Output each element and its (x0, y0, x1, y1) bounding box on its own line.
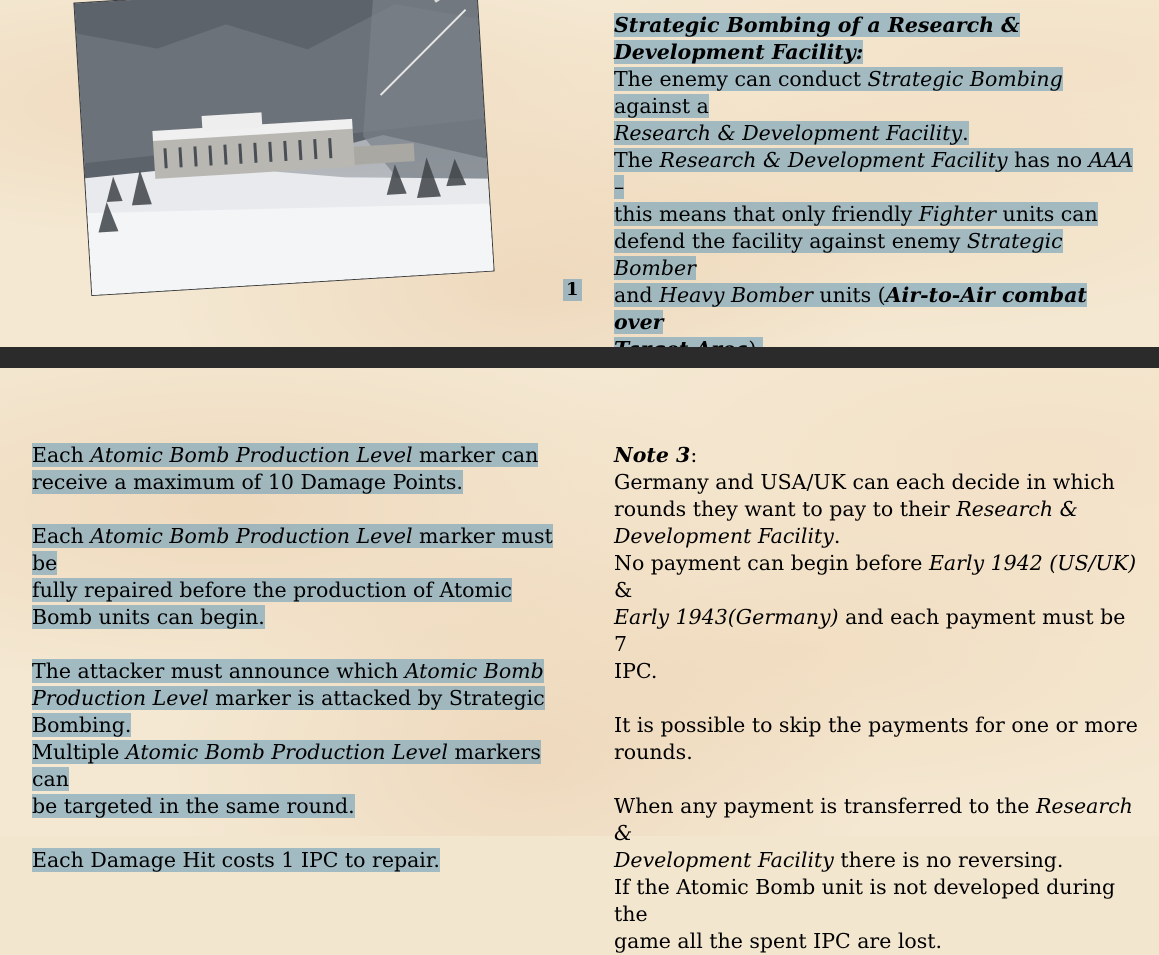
strategic-bombing-section: Strategic Bombing of a Research & Development Facility: The enemy can conduct Strategic Bombing against a Research & Development Facility. The Research & Development Facility has no AAA – this means that only friendly Fighter units can defend the facility against enemy Strategic Bomber and Heavy Bomber units (Air-to-Air combat over (614, 12, 1134, 363)
document-page-top (0, 0, 1159, 347)
note-3-section: Note 3: Germany and USA/UK can each decide in which rounds they want to pay to their Research & Development Facility. No payment can begin before Early 1942 (US/UK) & Early 1943(Germany) and each payment must be 7 IPC. It is possible to skip the payments for one or more rounds. When any payment is transferred to the Research & Development Facility there is no reversing. If the Atomic Bomb unit is not developed during the game all the spent IPC are lost. (614, 443, 1138, 953)
page-divider (0, 347, 1159, 368)
document-page-bottom (0, 368, 1159, 953)
section-heading: Strategic Bombing of a Research & Development Facility: (614, 13, 1020, 64)
atomic-bomb-rules: Each Atomic Bomb Production Level marker can receive a maximum of 10 Damage Points. Each Atomic Bomb Production Level marker must be fully repaired before the production of Atomic Bomb units can begin. The attacker must announce which Atomic Bomb Production Level marker is attacked by Strategic Bombing. Multiple Atomic Bomb Production Level markers can be targeted in the same round. Each Damage Hit costs 1 IPC to repair. (32, 443, 553, 872)
page-number: 1 (563, 279, 582, 301)
note-title: Note 3 (614, 443, 691, 467)
facility-photo (73, 0, 494, 296)
